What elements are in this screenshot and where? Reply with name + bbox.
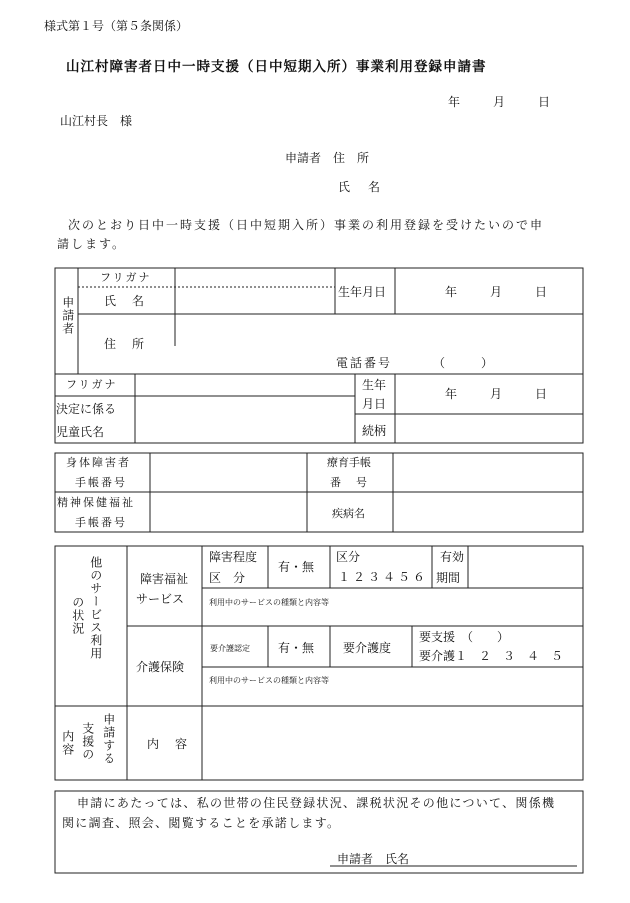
child-name-label-2: 児童氏名 — [56, 425, 105, 439]
child-relation-label: 続柄 — [362, 424, 387, 438]
applicant-address-field-label: 住 所 — [104, 337, 147, 351]
applicant-name-field-label: 氏 名 — [104, 294, 147, 308]
applicant-name-label: 氏 名 — [338, 180, 384, 194]
valid-period-label-2: 期間 — [436, 571, 461, 585]
form-title: 山江村障害者日中一時支援（日中短期入所）事業利用登録申請書 — [66, 59, 487, 75]
services-table-border — [55, 546, 583, 780]
category-values: １２３４５６ — [338, 570, 429, 584]
request-content-label: 内 容 — [147, 737, 190, 751]
valid-period-label-1: 有効 — [440, 550, 465, 564]
child-furigana-label: フリガナ — [66, 378, 118, 391]
applicant-address-label: 申請者 住 所 — [285, 151, 370, 165]
consent-signature-label: 申請者 氏名 — [337, 852, 410, 866]
welfare-yes-no: 有・無 — [278, 560, 315, 574]
mental-handbook-label-2: 手帳番号 — [75, 516, 127, 529]
degree-label-2: 区 分 — [209, 571, 246, 585]
category-label: 区分 — [336, 550, 361, 564]
physical-handbook-label-1: 身体障害者 — [66, 456, 131, 469]
child-birth-value: 年 月 日 — [445, 387, 551, 401]
intro-line-2: 請します。 — [57, 237, 127, 251]
applicant-section-label: 申請者 — [60, 296, 75, 335]
applicant-birth-label: 生年月日 — [338, 285, 387, 299]
applicant-furigana-label: フリガナ — [100, 271, 152, 284]
services-section-label-1: 他のサービス利用 — [88, 556, 103, 660]
rehab-handbook-label-2: 番 号 — [330, 476, 369, 489]
intro-line-1: 次のとおり日中一時支援（日中短期入所）事業の利用登録を受けたいので申 — [68, 218, 545, 232]
services-section-label-2: の状況 — [70, 596, 85, 635]
consent-line-1: 申請にあたっては、私の世帯の住民登録状況、課税状況その他について、関係機 — [77, 796, 556, 810]
request-label-3: 内容 — [60, 730, 75, 756]
applicant-phone-value: （ ） — [433, 356, 494, 370]
child-birth-label-1: 生年 — [362, 378, 387, 392]
child-birth-label-2: 月日 — [362, 397, 387, 411]
addressee: 山江村長 様 — [60, 114, 133, 128]
applicant-birth-value: 年 月 日 — [445, 285, 551, 299]
degree-label-1: 障害程度 — [209, 550, 258, 564]
consent-line-2: 関に調査、照会、閲覧することを承諾します。 — [62, 816, 341, 830]
care-level-label: 要介護度 — [343, 641, 392, 655]
welfare-label-1: 障害福祉 — [140, 572, 189, 586]
support-line: 要支援 （ ） — [419, 630, 510, 644]
care-insurance-label: 介護保険 — [136, 660, 185, 674]
request-label-2: 支援の — [80, 722, 95, 761]
care-yes-no: 有・無 — [278, 641, 315, 655]
care-line: 要介護１ ２ ３ ４ ５ — [419, 649, 564, 663]
care-cert-label: 要介護認定 — [210, 644, 250, 653]
care-usage-note: 利用中のサービスの種類と内容等 — [209, 676, 329, 685]
form-number: 様式第１号（第５条関係） — [44, 19, 189, 33]
child-name-label-1: 決定に係る — [56, 402, 117, 416]
request-label-1: 申請する — [101, 713, 116, 765]
welfare-usage-note: 利用中のサービスの種類と内容等 — [209, 598, 329, 607]
disease-label: 疾病名 — [332, 507, 365, 520]
applicant-phone-label: 電話番号 — [336, 356, 393, 370]
date-line: 年 月 日 — [448, 95, 554, 109]
rehab-handbook-label-1: 療育手帳 — [327, 456, 371, 469]
mental-handbook-label-1: 精神保健福祉 — [57, 496, 135, 509]
welfare-label-2: サービス — [136, 592, 185, 606]
physical-handbook-label-2: 手帳番号 — [75, 476, 127, 489]
